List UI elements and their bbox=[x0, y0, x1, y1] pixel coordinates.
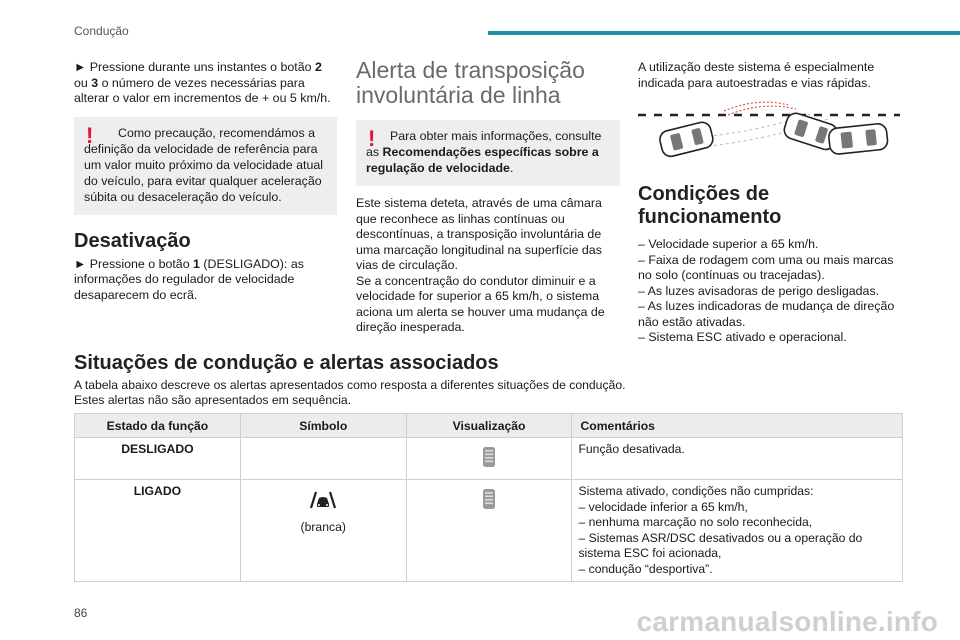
comments-cell: Função desativada. bbox=[572, 438, 903, 480]
state-cell: LIGADO bbox=[75, 480, 241, 582]
alert-description: Se a concentração do condutor diminuir e a velocidade for superior a 65 km/h, o sistema aciona um alerta se houver uma mudança de direção inesperada. bbox=[356, 273, 605, 334]
watermark: carmanualsonline.info bbox=[636, 606, 938, 637]
table-header-row bbox=[75, 414, 903, 438]
comment-line: Sistema ativado, condições não cumpridas: bbox=[578, 484, 814, 498]
symbol-cell bbox=[240, 480, 406, 582]
lane-display-icon bbox=[482, 488, 496, 510]
condition-item: – Sistema ESC ativado e operacional. bbox=[638, 330, 847, 344]
table-header: Símbolo bbox=[240, 414, 406, 438]
lane-assist-icon bbox=[309, 490, 337, 510]
situations-intro-1: A tabela abaixo descreve os alertas apresentados como resposta a diferentes situações de condução. bbox=[74, 378, 626, 392]
comment-line: – nenhuma marcação no solo reconhecida, bbox=[578, 515, 813, 529]
usage-intro: A utilização deste sistema é especialmente indicada para autoestradas e vias rápidas. bbox=[638, 60, 875, 90]
running-header: Condução bbox=[74, 24, 129, 38]
lane-alert-heading: Alerta de transposição involuntária de linha bbox=[356, 57, 585, 108]
more-info-note bbox=[356, 120, 620, 186]
more-info-text: Para obter mais informações, consulte as Recomendações específicas sobre a regulação de velocidade. bbox=[366, 129, 602, 175]
state-cell: DESLIGADO bbox=[75, 438, 241, 480]
table-row bbox=[75, 480, 903, 582]
display-cell bbox=[406, 480, 572, 582]
condition-item: – Velocidade superior a 65 km/h. bbox=[638, 237, 819, 251]
situations-intro-2: Estes alertas não são apresentados em sequência. bbox=[74, 393, 352, 407]
column-2 bbox=[356, 58, 620, 336]
lane-departure-illustration bbox=[638, 99, 900, 167]
condition-item: – Faixa de rodagem com uma ou mais marcas no solo (contínuas ou tracejadas). bbox=[638, 252, 894, 282]
system-description: Este sistema deteta, através de uma câmara que reconhece as linhas contínuas ou descontínuas, a transposição involuntária de uma marcação longitudinal na superfície das vias de circulação. bbox=[356, 196, 602, 272]
page-number: 86 bbox=[74, 606, 88, 620]
deactivation-instruction: ► Pressione o botão 1 (DESLIGADO): as informações do regulador de velocidade desaparecem do ecrã. bbox=[74, 256, 304, 302]
comment-line: – condução “desportiva”. bbox=[578, 561, 713, 576]
situations-heading: Situações de condução e alertas associados bbox=[74, 352, 499, 374]
condition-item: – As luzes avisadoras de perigo desligadas. bbox=[638, 283, 880, 298]
table-header: Comentários bbox=[572, 414, 903, 438]
column-3 bbox=[638, 60, 903, 346]
symbol-cell bbox=[240, 438, 406, 480]
column-1 bbox=[74, 60, 337, 303]
precaution-note bbox=[74, 117, 337, 215]
table-header: Visualização bbox=[406, 414, 572, 438]
table-row bbox=[75, 438, 903, 480]
comment-line: – Sistemas ASR/DSC desativados ou a operação do sistema ESC foi acionada, bbox=[578, 530, 863, 560]
symbol-color-note: (branca) bbox=[300, 520, 346, 534]
precaution-text: Como precaução, recomendámos a definição da velocidade de referência para um valor muito próximo da velocidade atual do veículo, para evitar qualquer aceleração súbita ou desaceleração do veículo. bbox=[84, 125, 323, 204]
table-header: Estado da função bbox=[106, 418, 209, 433]
conditions-heading: Condições de funcionamento bbox=[638, 183, 782, 228]
conditions-list bbox=[638, 237, 903, 346]
exclamation-icon: ! bbox=[368, 126, 376, 151]
alerts-table bbox=[74, 413, 903, 582]
header-accent-bar bbox=[488, 31, 960, 35]
comment-line: – velocidade inferior a 65 km/h, bbox=[578, 499, 748, 514]
press-instruction: ► Pressione durante uns instantes o botão 2 ou 3 o número de vezes necessárias para alterar o valor em incrementos de + ou 5 km/h. bbox=[74, 60, 331, 105]
deactivation-heading: Desativação bbox=[74, 229, 191, 252]
lane-display-icon bbox=[482, 446, 496, 468]
display-cell bbox=[406, 438, 572, 480]
condition-item: – As luzes indicadoras de mudança de direção não estão ativadas. bbox=[638, 299, 895, 329]
exclamation-icon: ! bbox=[86, 122, 94, 148]
comments-cell bbox=[572, 480, 903, 582]
